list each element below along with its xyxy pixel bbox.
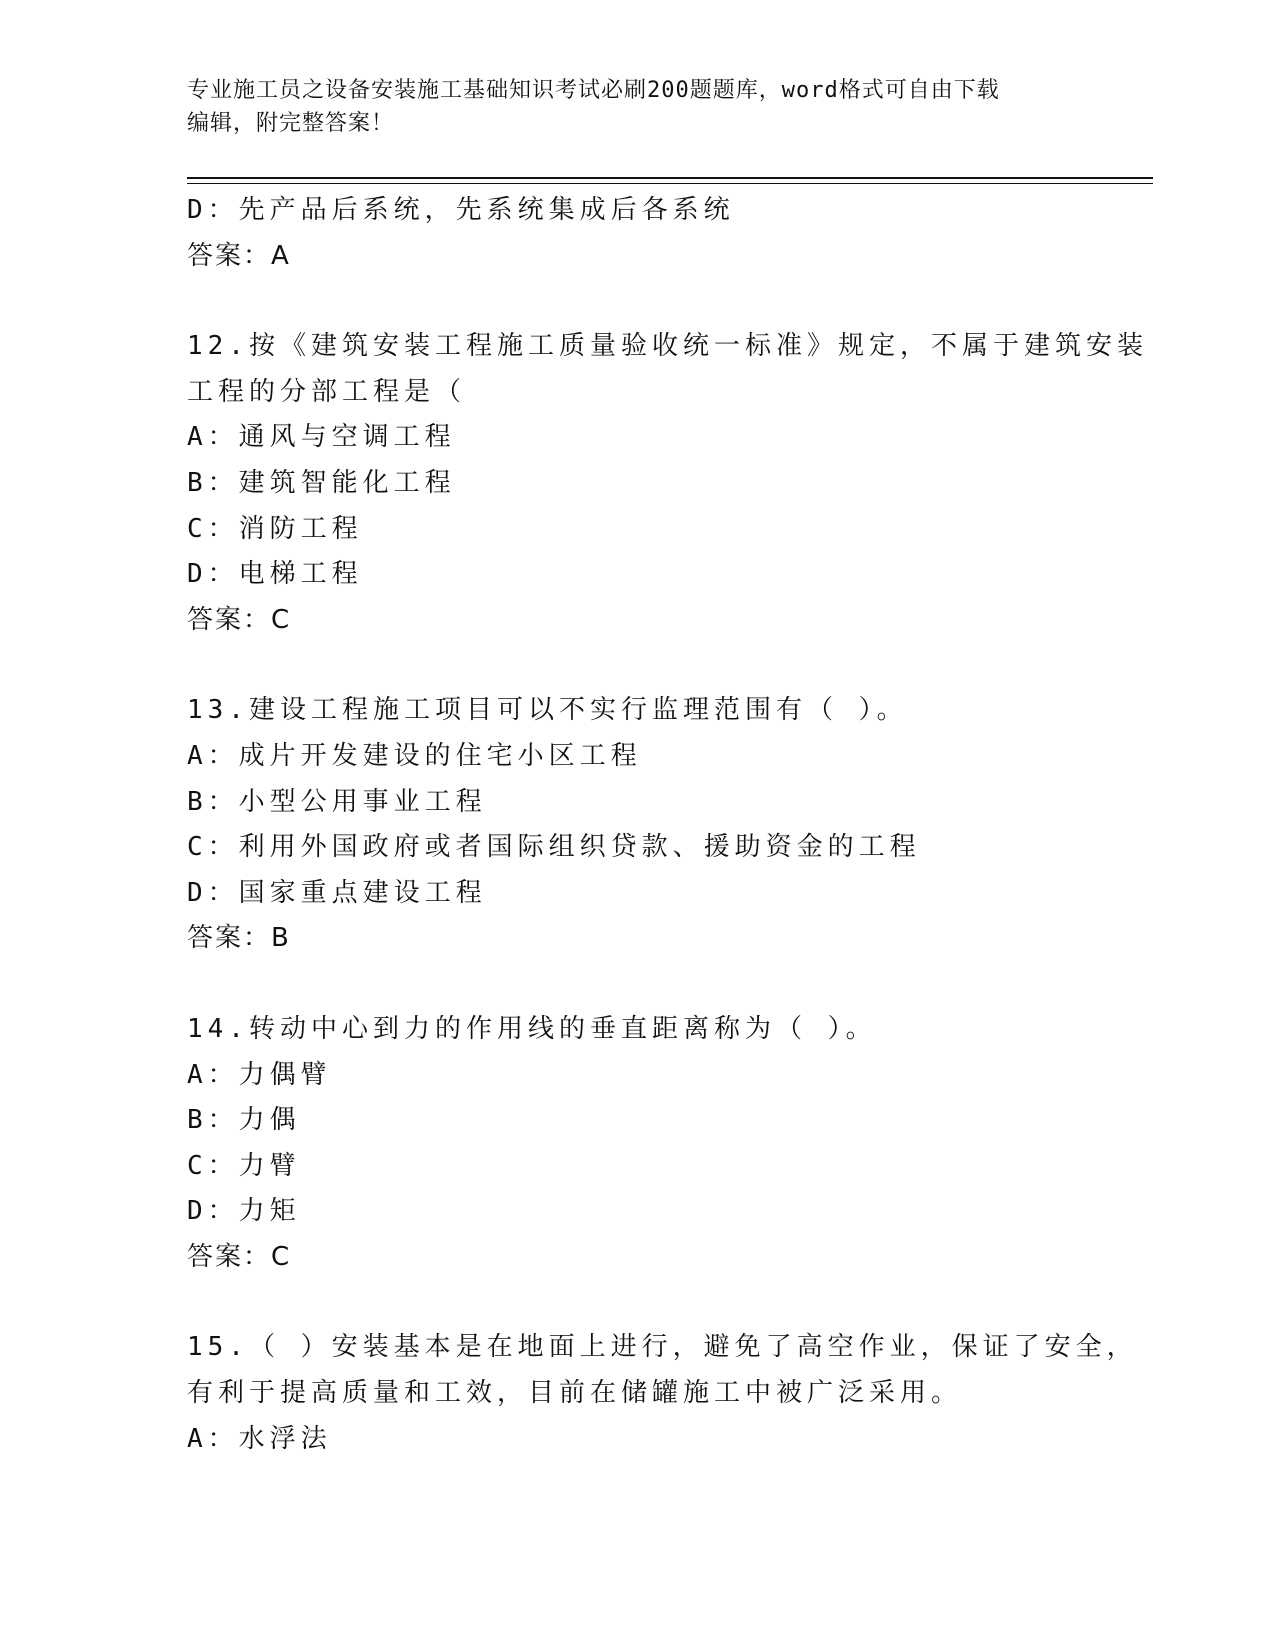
spacer	[187, 1280, 1087, 1325]
option-a: A：水浮法	[187, 1423, 332, 1454]
question-stem: 15.（ ）安装基本是在地面上进行，避免了高空作业，保证了安全，	[187, 1332, 1138, 1363]
question-stem-continued: 工程的分部工程是（	[187, 376, 467, 407]
option-d: D：力矩	[187, 1196, 301, 1227]
header-rule-thick	[187, 177, 1153, 179]
header-line-2: 编辑，附完整答案！	[187, 111, 395, 136]
option-d: D：先产品后系统，先系统集成后各系统	[187, 195, 735, 225]
question-stem-continued: 有利于提高质量和工效，目前在储罐施工中被广泛采用。	[187, 1378, 963, 1409]
question-list	[187, 188, 1148, 1462]
question-stem: 12.按《建筑安装工程施工质量验收统一标准》规定，不属于建筑安装	[187, 331, 1148, 362]
answer: 答案：A	[187, 240, 291, 271]
spacer	[187, 643, 1087, 688]
answer: 答案：C	[187, 604, 292, 635]
question-stem: 14.转动中心到力的作用线的垂直距离称为（ ）。	[187, 1013, 877, 1044]
question-12	[187, 324, 1148, 643]
question-14	[187, 1007, 1087, 1281]
option-a: A：成片开发建设的住宅小区工程	[187, 740, 642, 771]
spacer	[187, 962, 1087, 1007]
header-line-1: 专业施工员之设备安装施工基础知识考试必刷200题题库，word格式可自由下载	[187, 78, 1000, 103]
header-rule-thin	[187, 183, 1153, 184]
option-c: C：利用外国政府或者国际组织贷款、援助资金的工程	[187, 832, 921, 863]
answer: 答案：B	[187, 923, 291, 954]
option-b: B：力偶	[187, 1105, 301, 1136]
answer: 答案：C	[187, 1241, 292, 1272]
question-15	[187, 1325, 1138, 1462]
option-c: C：消防工程	[187, 513, 363, 544]
option-b: B：建筑智能化工程	[187, 467, 456, 498]
option-c: C：力臂	[187, 1150, 301, 1181]
option-a: A：通风与空调工程	[187, 422, 456, 453]
document-header	[187, 74, 1067, 140]
question-13	[187, 688, 1087, 962]
option-d: D：国家重点建设工程	[187, 877, 487, 908]
option-a: A：力偶臂	[187, 1059, 332, 1090]
option-b: B：小型公用事业工程	[187, 786, 487, 817]
option-d: D：电梯工程	[187, 559, 363, 590]
spacer	[187, 279, 1087, 324]
question-stem: 13.建设工程施工项目可以不实行监理范围有（ ）。	[187, 695, 908, 726]
question-11-tail	[187, 188, 1087, 279]
